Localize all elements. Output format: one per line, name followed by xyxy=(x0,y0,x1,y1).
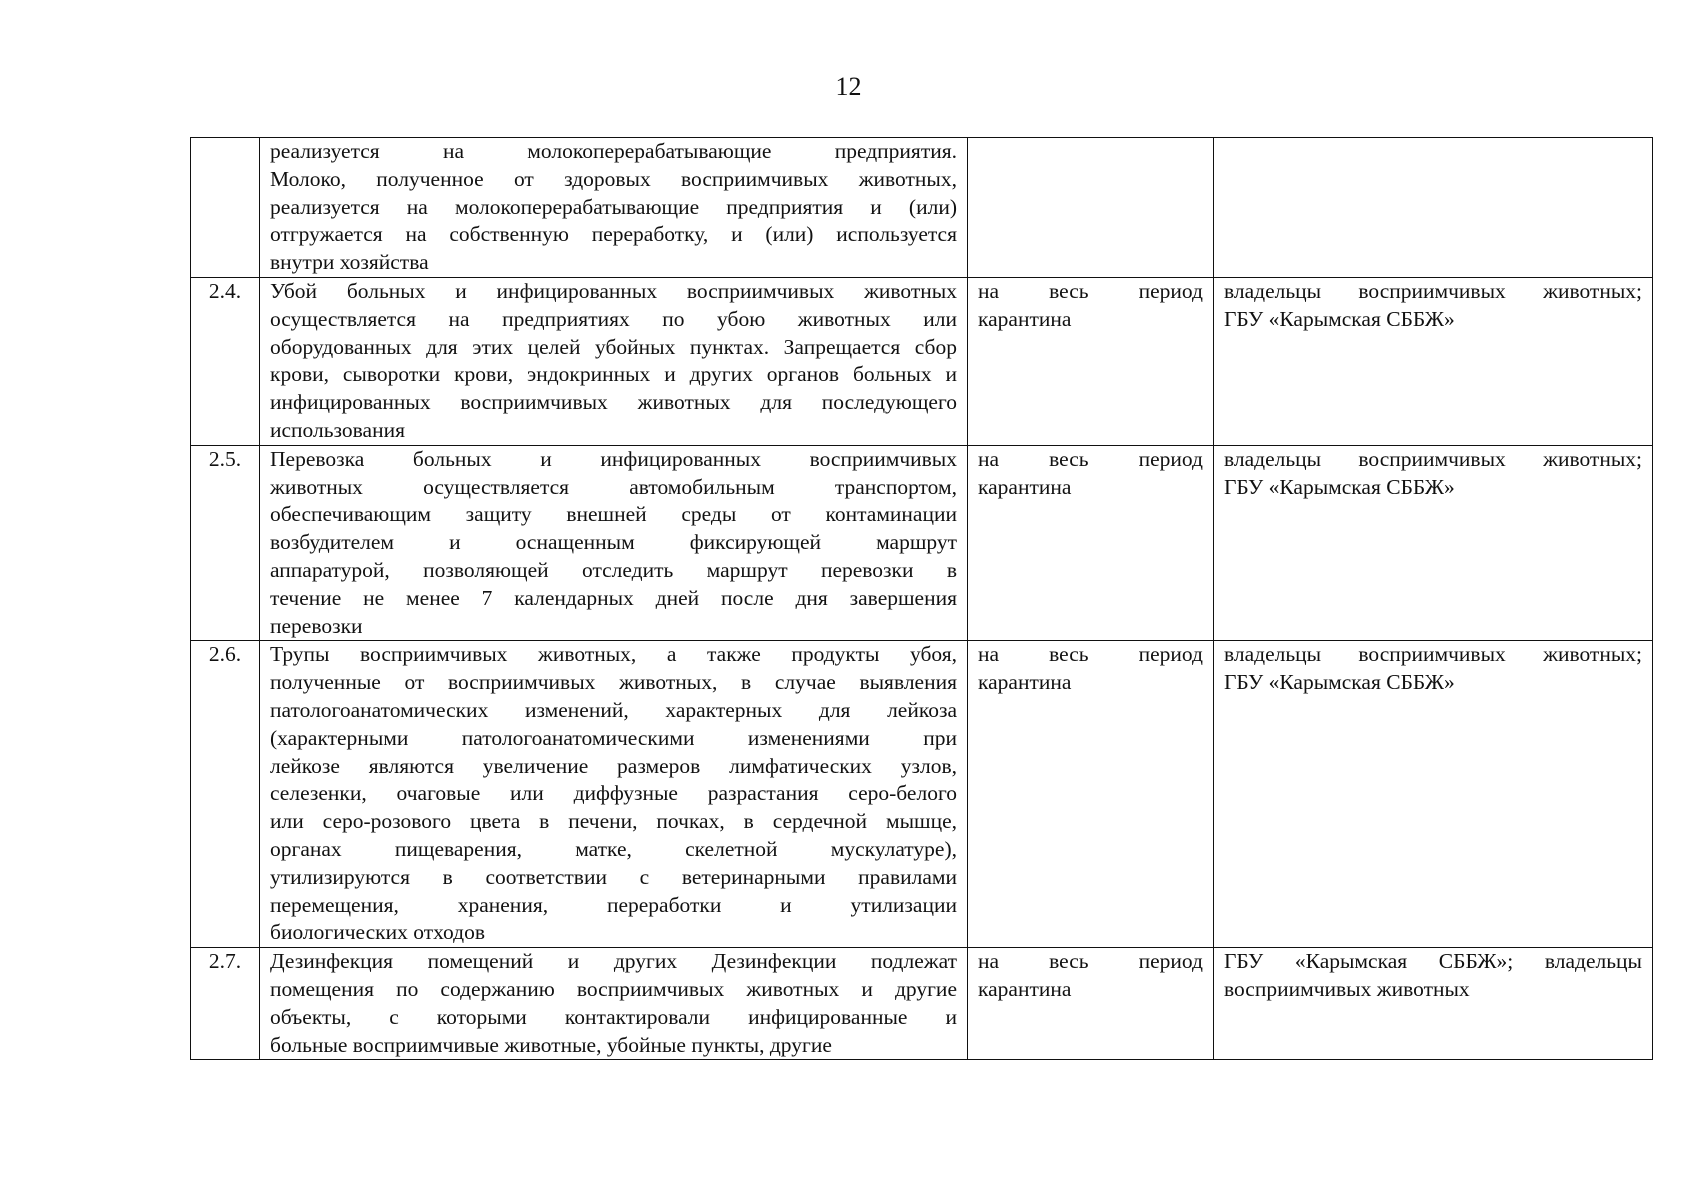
measure-text-line: животных осуществляется автомобильным транспортом, xyxy=(270,474,957,499)
measure-text-line: лейкозе являются увеличение размеров лимфатических узлов, xyxy=(270,753,957,778)
measure-text-line: биологических отходов xyxy=(270,920,485,945)
table-row xyxy=(191,948,1653,1060)
measure-text-line: осуществляется на предприятиях по убою животных или xyxy=(270,306,957,331)
term-line: на весь период xyxy=(978,446,1203,471)
measure-text-line: инфицированных восприимчивых животных для последующего xyxy=(270,390,957,415)
measure-text-line: больные восприимчивые животные, убойные пункты, другие xyxy=(270,1032,832,1057)
row-number: 2.5. xyxy=(191,445,260,641)
responsible-line: ГБУ «Карымская СББЖ» xyxy=(1224,474,1455,499)
measure-text-line: внутри хозяйства xyxy=(270,250,429,275)
measure-text-line: Перевозка больных и инфицированных восприимчивых xyxy=(270,446,957,471)
term-cell xyxy=(968,641,1214,948)
term-line: карантина xyxy=(978,474,1072,499)
measure-text-line: возбудителем и оснащенным фиксирующей маршрут xyxy=(270,530,957,555)
responsible-cell xyxy=(1214,948,1653,1060)
row-number xyxy=(191,138,260,278)
table-row xyxy=(191,277,1653,445)
term-line: карантина xyxy=(978,670,1072,695)
responsible-cell xyxy=(1214,641,1653,948)
responsible-cell xyxy=(1214,277,1653,445)
term-line: карантина xyxy=(978,976,1072,1001)
measure-text-line: отгружается на собственную переработку, и (или) используется xyxy=(270,222,957,247)
term-cell xyxy=(968,445,1214,641)
term-line: на весь период xyxy=(978,642,1203,667)
measure-text xyxy=(260,948,968,1060)
term-cell xyxy=(968,277,1214,445)
row-number: 2.6. xyxy=(191,641,260,948)
measure-text-line: обеспечивающим защиту внешней среды от контаминации xyxy=(270,502,957,527)
responsible-line: ГБУ «Карымская СББЖ» xyxy=(1224,670,1455,695)
measure-text-line: перевозки xyxy=(270,613,363,638)
measure-text-line: селезенки, очаговые или диффузные разрастания серо-белого xyxy=(270,781,957,806)
term-line: на весь период xyxy=(978,278,1203,303)
measure-text xyxy=(260,641,968,948)
measure-text xyxy=(260,138,968,278)
responsible-line: владельцы восприимчивых животных; xyxy=(1224,278,1642,303)
measure-text-line: Трупы восприимчивых животных, а также продукты убоя, xyxy=(270,642,957,667)
row-number: 2.7. xyxy=(191,948,260,1060)
measure-text-line: органах пищеварения, матке, скелетной мускулатуре), xyxy=(270,836,957,861)
measure-text-line: или серо-розового цвета в печени, почках, в сердечной мышце, xyxy=(270,809,957,834)
term-cell xyxy=(968,948,1214,1060)
measure-text-line: Дезинфекция помещений и других Дезинфекции подлежат xyxy=(270,949,957,974)
measure-text-line: крови, сыворотки крови, эндокринных и других органов больных и xyxy=(270,362,957,387)
measure-text xyxy=(260,445,968,641)
table-row xyxy=(191,641,1653,948)
responsible-line: ГБУ «Карымская СББЖ»; владельцы xyxy=(1224,949,1642,974)
table-row xyxy=(191,445,1653,641)
responsible-line: восприимчивых животных xyxy=(1224,976,1470,1001)
measures-table xyxy=(190,137,1653,1060)
measure-text-line: реализуется на молокоперерабатывающие предприятия и (или) xyxy=(270,194,957,219)
measure-text-line: полученные от восприимчивых животных, в случае выявления xyxy=(270,670,957,695)
table-row xyxy=(191,138,1653,278)
responsible-line: владельцы восприимчивых животных; xyxy=(1224,446,1642,471)
responsible-line: владельцы восприимчивых животных; xyxy=(1224,642,1642,667)
measure-text-line: течение не менее 7 календарных дней после дня завершения xyxy=(270,585,957,610)
measure-text-line: реализуется на молокоперерабатывающие предприятия. xyxy=(270,139,957,163)
measure-text-line: аппаратурой, позволяющей отследить маршрут перевозки в xyxy=(270,557,957,582)
responsible-cell xyxy=(1214,445,1653,641)
measure-text-line: помещения по содержанию восприимчивых животных и другие xyxy=(270,976,957,1001)
responsible-cell xyxy=(1214,138,1653,278)
term-line: карантина xyxy=(978,306,1072,331)
measure-text-line: оборудованных для этих целей убойных пунктах. Запрещается сбор xyxy=(270,334,957,359)
measure-text-line: утилизируются в соответствии с ветеринарными правилами xyxy=(270,864,957,889)
measure-text xyxy=(260,277,968,445)
row-number: 2.4. xyxy=(191,277,260,445)
term-line: на весь период xyxy=(978,949,1203,974)
responsible-line: ГБУ «Карымская СББЖ» xyxy=(1224,306,1455,331)
page-number: 12 xyxy=(835,72,862,101)
measure-text-line: перемещения, хранения, переработки и утилизации xyxy=(270,892,957,917)
measure-text-line: (характерными патологоанатомическими изменениями при xyxy=(270,725,957,750)
term-cell xyxy=(968,138,1214,278)
measures-table-body xyxy=(191,138,1653,1060)
measure-text-line: патологоанатомических изменений, характерных для лейкоза xyxy=(270,697,957,722)
measure-text-line: Молоко, полученное от здоровых восприимчивых животных, xyxy=(270,166,957,191)
measure-text-line: Убой больных и инфицированных восприимчивых животных xyxy=(270,278,957,303)
measure-text-line: использования xyxy=(270,417,405,442)
measure-text-line: объекты, с которыми контактировали инфицированные и xyxy=(270,1004,957,1029)
